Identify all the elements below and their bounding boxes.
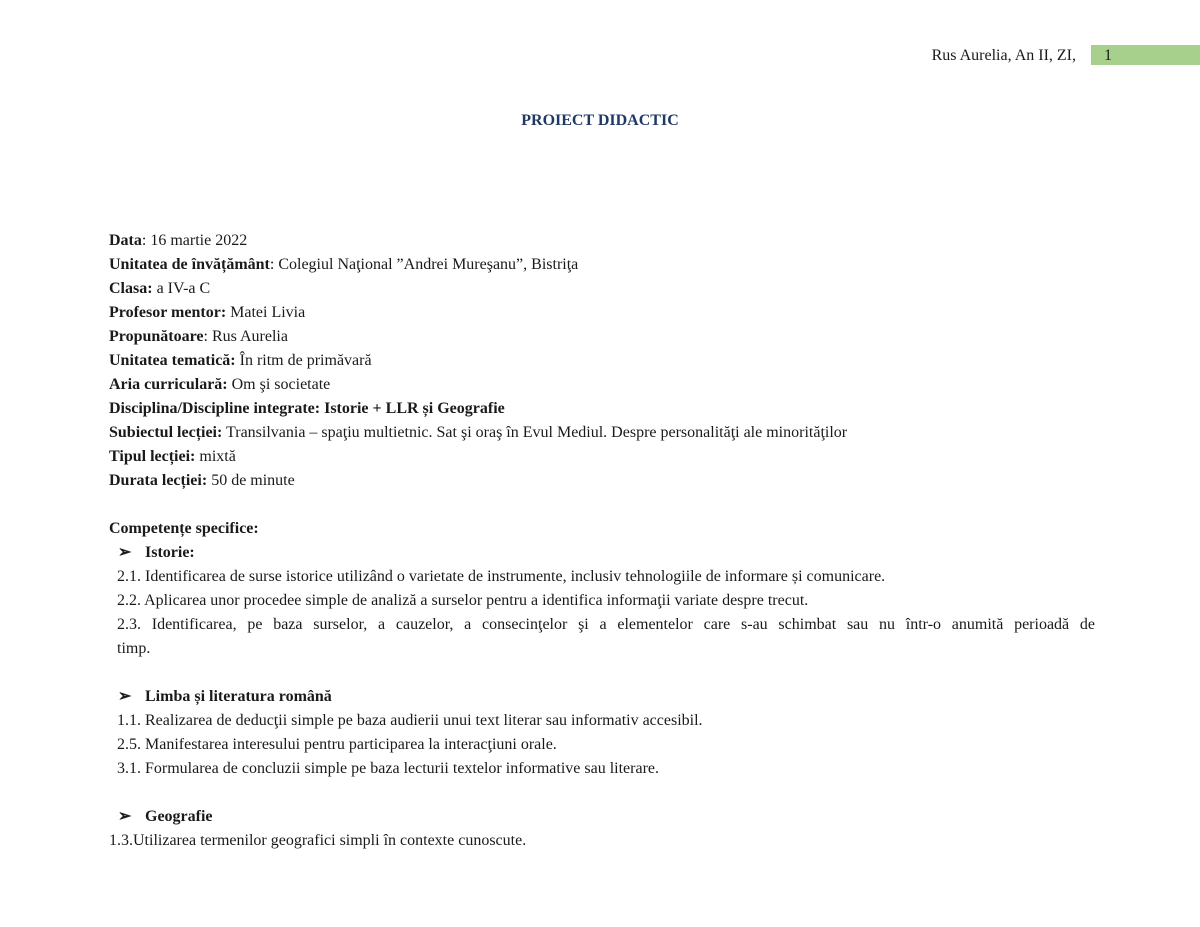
field-label: Tipul lecției: [109, 448, 196, 465]
field-label: Durata lecției: [109, 472, 208, 489]
section-title: Geografie [145, 808, 213, 825]
field-value: Transilvania – spaţiu multietnic. Sat şi oraş în Evul Mediul. Despre personalităţi ale minorităţilor [222, 424, 848, 441]
header-author-info: Rus Aurelia, An II, ZI, [931, 47, 1076, 64]
field-label: Profesor mentor: [109, 304, 227, 321]
field-label: Propunătoare [109, 328, 204, 345]
field-discipline [109, 397, 1095, 421]
field-subiectul [109, 421, 1095, 445]
field-value: În ritm de primăvară [235, 352, 372, 369]
competence-item: 2.2. Aplicarea unor procedee simple de analiză a surselor pentru a identifica informaţii variate despre trecut. [117, 592, 809, 609]
field-durata [109, 469, 1095, 493]
field-value: Om şi societate [227, 376, 331, 393]
section-istorie [109, 541, 1095, 565]
field-label: Subiectul lecției: [109, 424, 223, 441]
field-unitate-tematica [109, 349, 1095, 373]
competence-item: 2.1. Identificarea de surse istorice utilizând o varietate de instrumente, inclusiv tehnologiile de informare și comunicare. [117, 568, 886, 585]
field-label: Aria curriculară: [109, 376, 228, 393]
arrow-bullet-icon: ➢ [118, 688, 132, 705]
field-value: : 16 martie 2022 [141, 232, 248, 249]
field-value: : Rus Aurelia [203, 328, 288, 345]
competence-item: 2.5. Manifestarea interesului pentru participarea la interacţiuni orale. [117, 736, 557, 753]
section-llr [109, 685, 1095, 709]
competence-item: 3.1. Formularea de concluzii simple pe baza lecturii textelor informative sau literare. [117, 760, 660, 777]
field-label: Clasa: [109, 280, 153, 297]
field-clasa [109, 277, 1095, 301]
field-label: Unitatea tematică: [109, 352, 236, 369]
field-value: mixtă [195, 448, 236, 465]
competence-item: 1.1. Realizarea de deducţii simple pe baza audierii unui text literar sau informativ accesibil. [117, 712, 703, 729]
competente-heading: Competențe specifice: [109, 520, 259, 537]
page-number-badge: 1 [1091, 45, 1200, 65]
spacer [109, 661, 1095, 685]
section-geografie [109, 805, 1095, 829]
field-propunatoare [109, 325, 1095, 349]
section-title: Limba și literatura română [145, 688, 332, 705]
field-tipul [109, 445, 1095, 469]
arrow-bullet-icon: ➢ [118, 808, 132, 825]
field-value: Matei Livia [226, 304, 306, 321]
field-value: : Colegiul Naţional ”Andrei Mureşanu”, Bistriţa [269, 256, 579, 273]
document-title: PROIECT DIDACTIC [521, 112, 679, 129]
field-value: a IV-a C [152, 280, 211, 297]
competence-item: 1.3.Utilizarea termenilor geografici simpli în contexte cunoscute. [109, 832, 527, 849]
competence-item: 2.3. Identificarea, pe baza surselor, a cauzelor, a consecinţelor şi a elementelor care s-au schimbat sau nu într-o anumită perioadă de [117, 616, 1095, 633]
field-label: Disciplina/Discipline integrate: Istorie + LLR și Geografie [109, 400, 505, 417]
arrow-bullet-icon: ➢ [118, 544, 132, 561]
field-label: Unitatea de învățământ [109, 256, 270, 273]
field-aria-curriculara [109, 373, 1095, 397]
field-value: 50 de minute [207, 472, 295, 489]
spacer [109, 781, 1095, 805]
field-profesor-mentor [109, 301, 1095, 325]
field-data [109, 229, 1095, 253]
document-body [109, 229, 1095, 853]
section-title: Istorie: [145, 544, 195, 561]
competence-item-continuation: timp. [117, 640, 151, 657]
field-unitate-invatamant [109, 253, 1095, 277]
field-label: Data [109, 232, 142, 249]
spacer [109, 493, 1095, 517]
